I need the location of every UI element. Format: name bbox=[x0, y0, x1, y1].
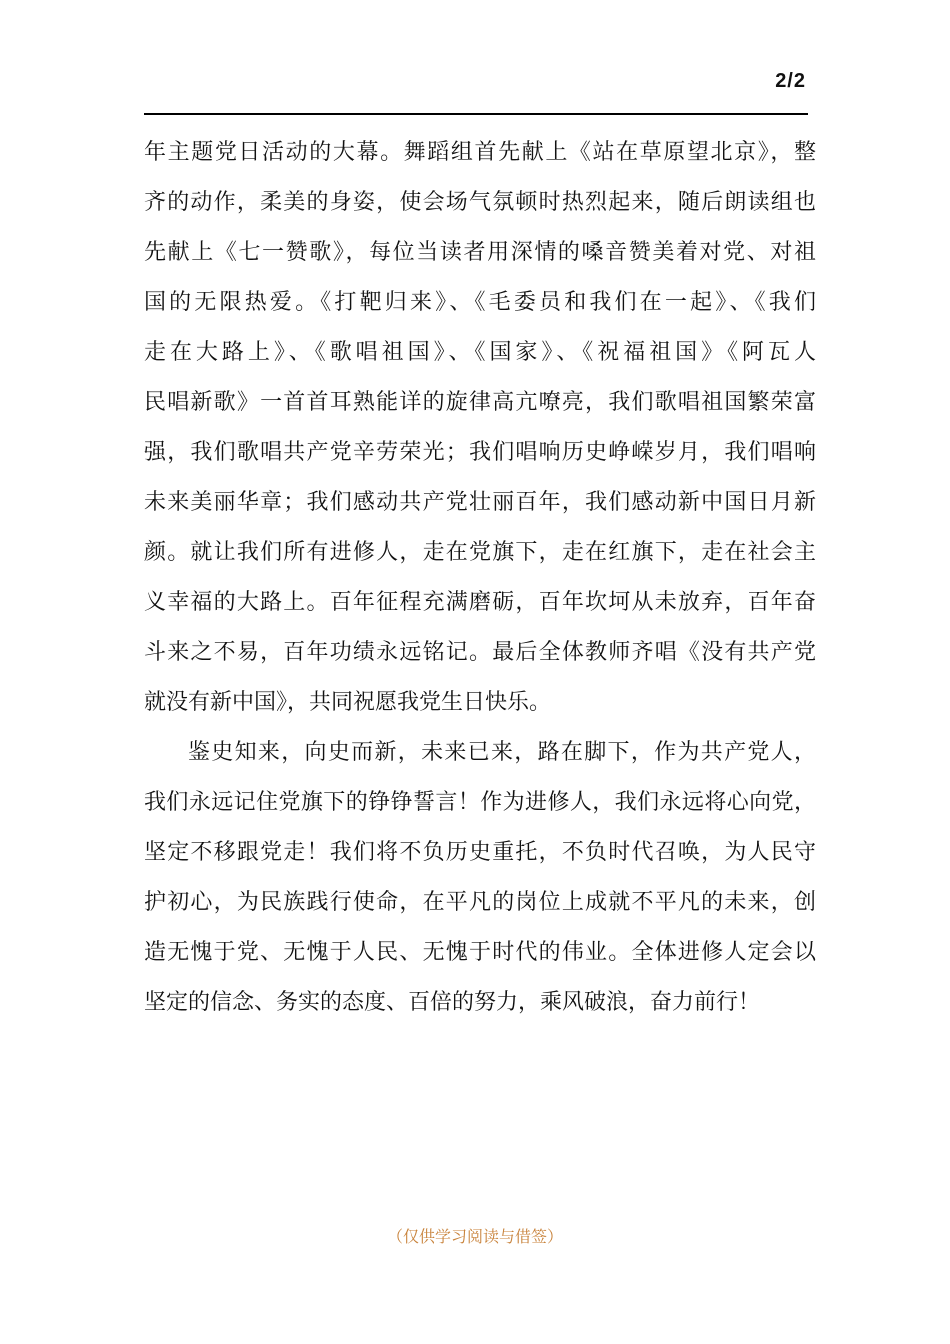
header-divider bbox=[144, 113, 808, 115]
paragraph-line: 鉴史知来，向史而新，未来已来，路在脚下，作为共产党人， bbox=[188, 740, 816, 765]
paragraph-line: 强，我们歌唱共产党辛劳荣光；我们唱响历史峥嵘岁月，我们唱响 bbox=[144, 440, 816, 465]
paragraph-line: 未来美丽华章；我们感动共产党壮丽百年，我们感动新中国日月新 bbox=[144, 490, 816, 515]
paragraph-line: 坚定的信念、务实的态度、百倍的努力，乘风破浪，奋力前行！ bbox=[144, 990, 761, 1015]
paragraph-line: 国的无限热爱。《打靶归来》、《毛委员和我们在一起》、《我们 bbox=[144, 290, 816, 315]
document-body bbox=[144, 128, 816, 1028]
paragraph-line: 年主题党日活动的大幕。舞蹈组首先献上《站在草原望北京》，整 bbox=[144, 140, 816, 165]
paragraph-line: 颜。就让我们所有进修人，走在党旗下，走在红旗下，走在社会主 bbox=[144, 540, 816, 565]
page-number: 2/2 bbox=[775, 70, 806, 92]
footer-note: （仅供学习阅读与借签） bbox=[386, 1227, 563, 1246]
paragraph-line: 走在大路上》、《歌唱祖国》、《国家》、《祝福祖国》《阿瓦人 bbox=[144, 340, 816, 365]
paragraph-line: 护初心，为民族践行使命，在平凡的岗位上成就不平凡的未来，创 bbox=[144, 890, 816, 915]
paragraph-line: 义幸福的大路上。百年征程充满磨砺，百年坎坷从未放弃，百年奋 bbox=[144, 590, 816, 615]
paragraph-line: 斗来之不易，百年功绩永远铭记。最后全体教师齐唱《没有共产党 bbox=[144, 640, 816, 665]
paragraph-line: 造无愧于党、无愧于人民、无愧于时代的伟业。全体进修人定会以 bbox=[144, 940, 816, 965]
paragraph-line: 我们永远记住党旗下的铮铮誓言！作为进修人，我们永远将心向党， bbox=[144, 790, 816, 815]
paragraph-line: 民唱新歌》一首首耳熟能详的旋律高亢嘹亮，我们歌唱祖国繁荣富 bbox=[144, 390, 816, 415]
paragraph-line: 先献上《七一赞歌》，每位当读者用深情的嗓音赞美着对党、对祖 bbox=[144, 240, 816, 265]
paragraph-line: 就没有新中国》，共同祝愿我党生日快乐。 bbox=[144, 690, 552, 715]
paragraph-line: 齐的动作，柔美的身姿，使会场气氛顿时热烈起来，随后朗读组也 bbox=[144, 190, 816, 215]
paragraph-line: 坚定不移跟党走！我们将不负历史重托，不负时代召唤，为人民守 bbox=[144, 840, 816, 865]
